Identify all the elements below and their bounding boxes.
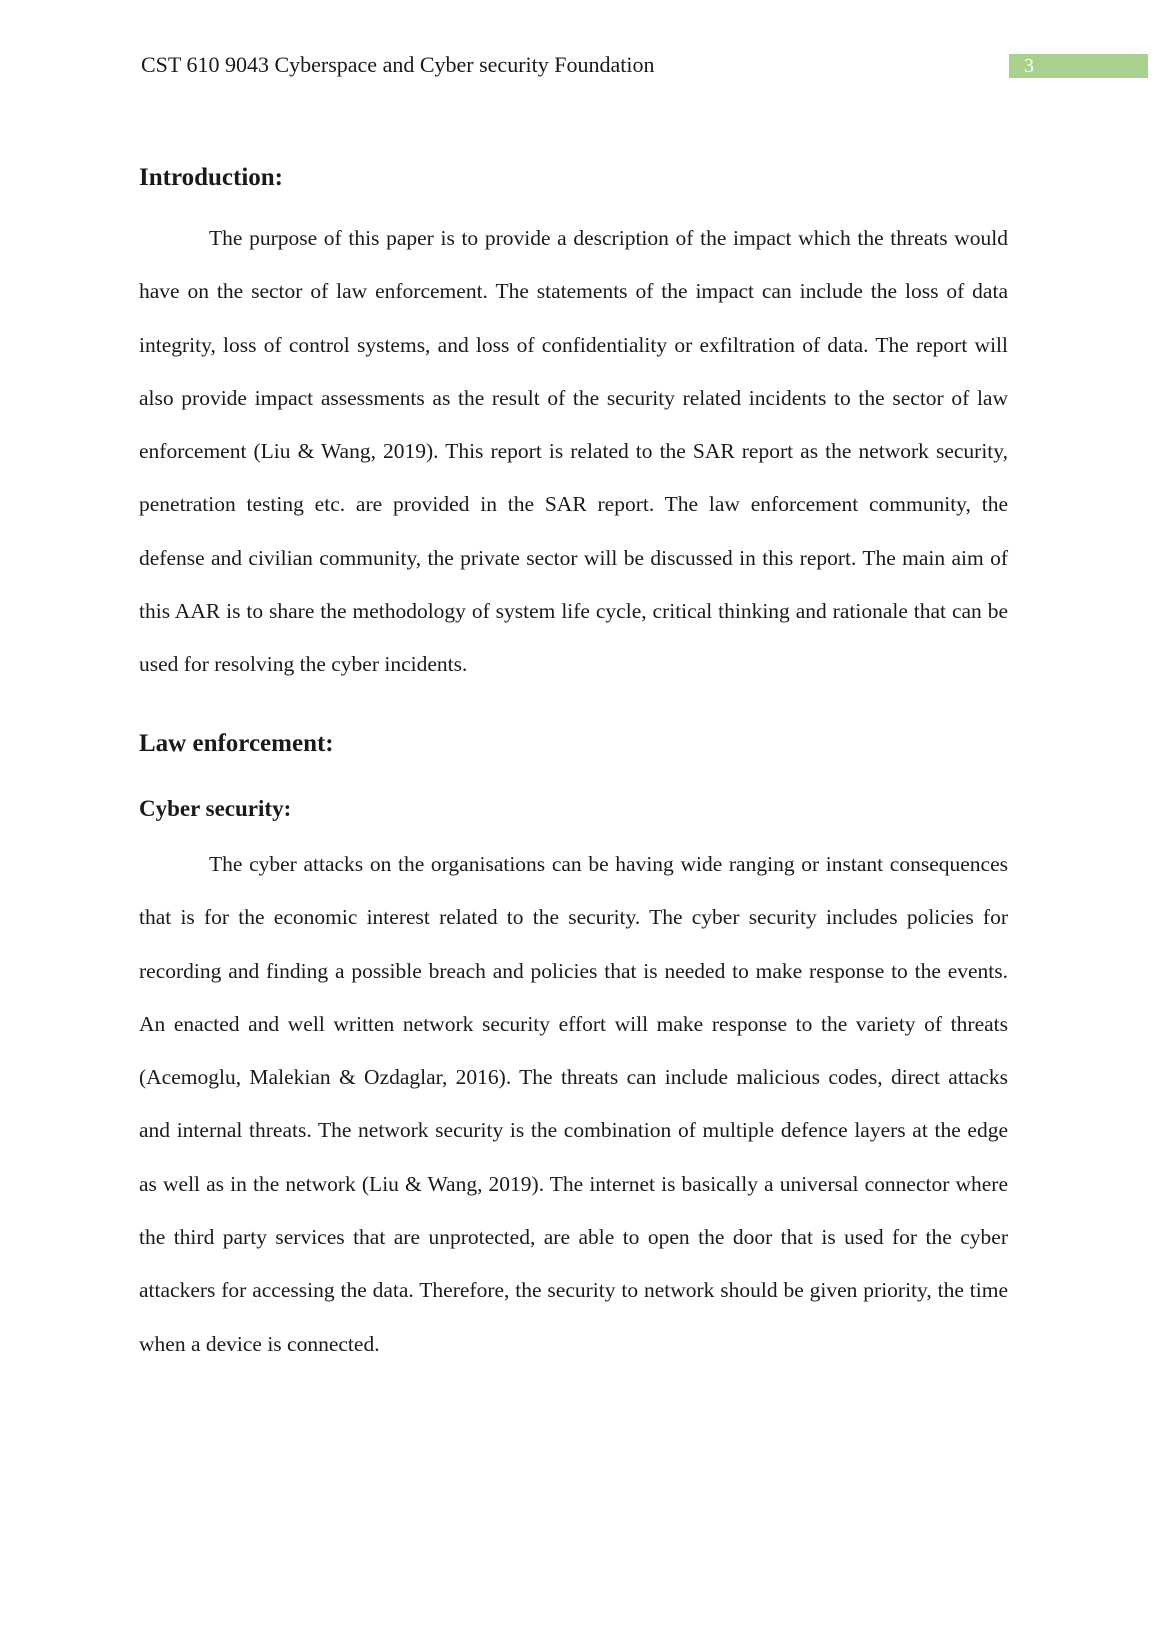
running-header-title: CST 610 9043 Cyberspace and Cyber security Foundation (141, 52, 655, 77)
cyber-security-heading: Cyber security: (139, 796, 292, 821)
page-number-badge: 3 (1009, 54, 1148, 78)
law-enforcement-heading: Law enforcement: (139, 730, 334, 757)
introduction-paragraph: The purpose of this paper is to provide a description of the impact which the threats would have on the sector of law enforcement. The statements of the impact can include the loss of data integrity, loss of control systems, and loss of confidentiality or exfiltration of data. The report will also provide impact assessments as the result of the security related incidents to the sector of law enforcement (Liu & Wang, 2019). This report is related to the SAR report as the network security, penetration testing etc. are provided in the SAR report. The law enforcement community, the defense and civilian community, the private sector will be discussed in this report. The main aim of this AAR is to share the methodology of system life cycle, critical thinking and rationale that can be used for resolving the cyber incidents. (139, 226, 1008, 677)
introduction-heading: Introduction: (139, 164, 284, 191)
cyber-security-paragraph: The cyber attacks on the organisations can be having wide ranging or instant consequences that is for the economic interest related to the security. The cyber security includes policies for recording and finding a possible breach and policies that is needed to make response to the events. An enacted and well written network security effort will make response to the variety of threats (Acemoglu, Malekian & Ozdaglar, 2016). The threats can include malicious codes, direct attacks and internal threats. The network security is the combination of multiple defence layers at the edge as well as in the network (Liu & Wang, 2019). The internet is basically a universal connector where the third party services that are unprotected, are able to open the door that is used for the cyber attackers for accessing the data. Therefore, the security to network should be given priority, the time when a device is connected. (139, 852, 1008, 1356)
